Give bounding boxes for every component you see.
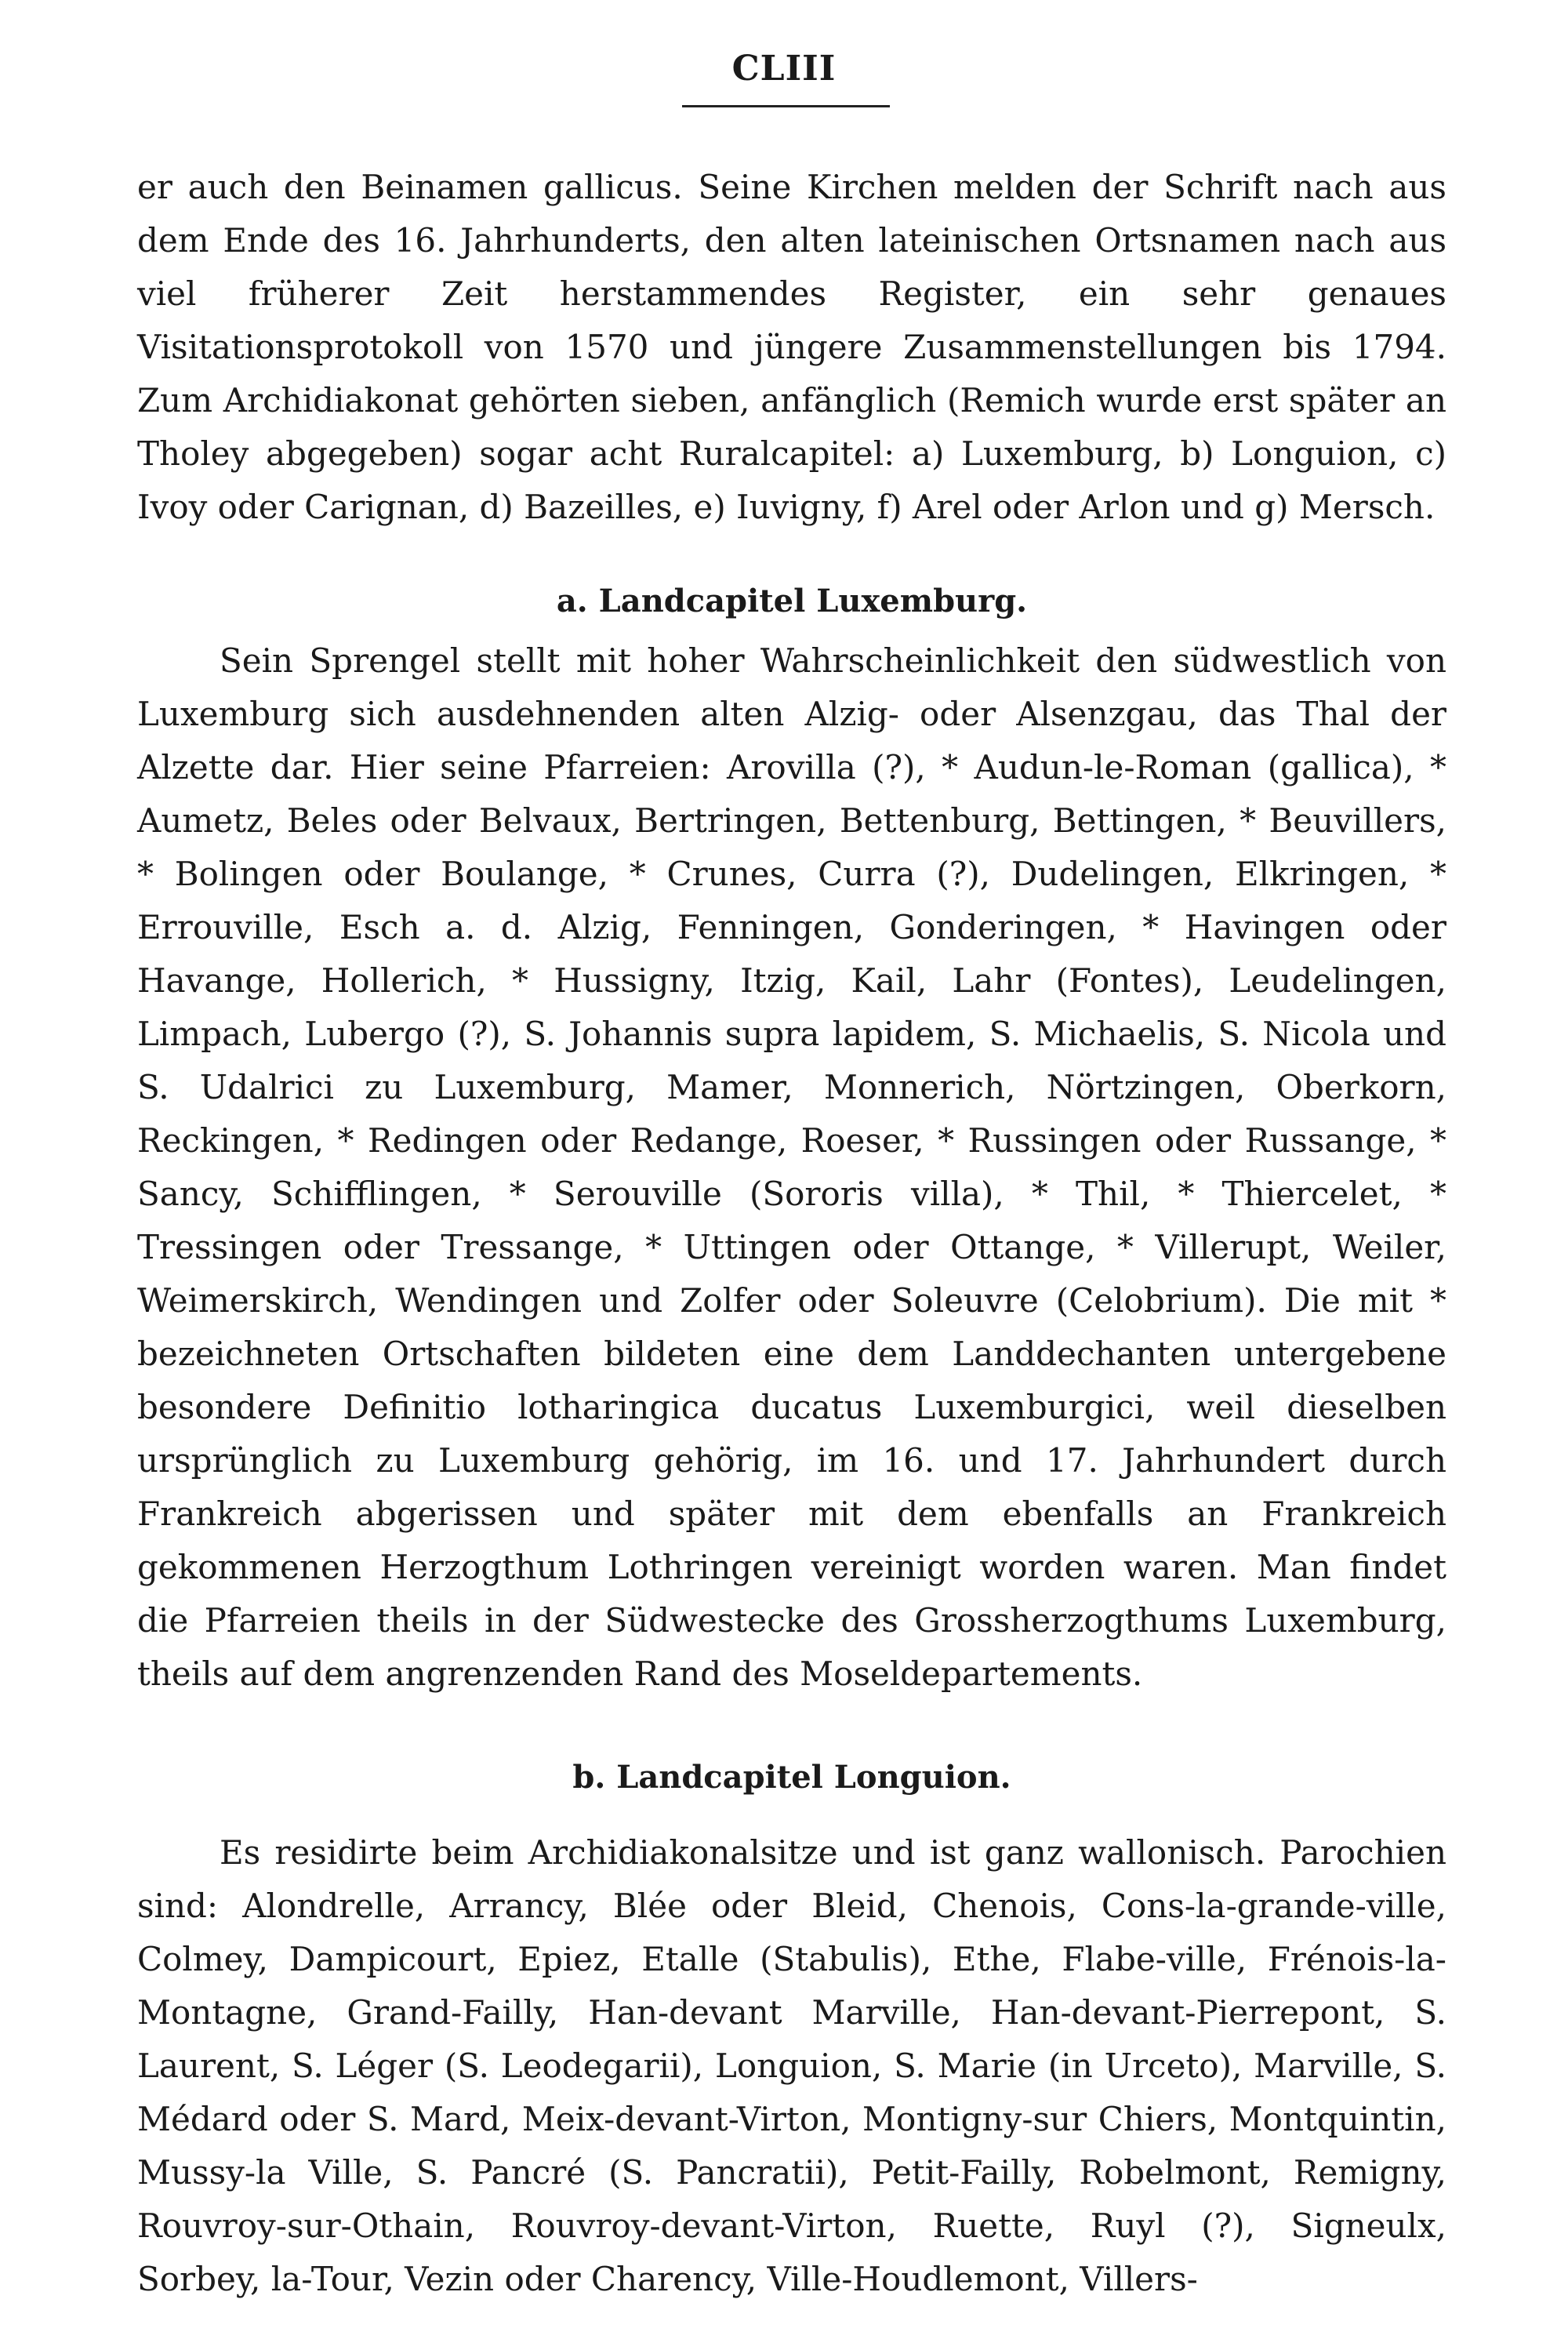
spacer — [137, 628, 1446, 634]
section-a-heading: a. Landcapitel Luxemburg. — [556, 583, 1028, 619]
spacer — [137, 1804, 1446, 1826]
intro-paragraph: er auch den Beinamen gallicus. Seine Kirchen melden der Schrift nach aus dem Ende des 16. Jahrhunderts, den alten lateinischen Ortsnamen nach aus viel früherer Zeit herstammendes Register, ein sehr genaues Visitationsprotokoll von 1570 und jüngere Zusammenstellungen bis 1794. Zum Archidiakonat gehörten sieben, anfänglich (Remich wurde erst später an Tholey abgegeben) sogar acht Ruralcapitel: a) Luxemburg, b) Longuion, c) Ivoy oder Carignan, d) Bazeilles, e) Iuvigny, f) Arel oder Arlon und g) Mersch. — [137, 168, 1446, 526]
section-b-heading: b. Landcapitel Longuion. — [572, 1759, 1011, 1796]
spacer — [137, 534, 1446, 575]
header-rule — [682, 105, 890, 107]
spacer — [137, 1701, 1446, 1751]
running-head: CLIII — [731, 49, 837, 89]
section-b-paragraph: Es residirte beim Archidiakonalsitze und ist ganz wallonisch. Parochien sind: Alondrelle, Arrancy, Blée oder Bleid, Chenois, Cons-la-grande-ville, Colmey, Dampicourt, Epiez, Etalle (Stabulis), Ethe, Flabe-ville, Frénois-la-Montagne, Grand-Failly, Han-devant Marville, Han-devant-Pierrepont, S. Laurent, S. Léger (S. Leodegarii), Longuion, S. Marie (in Urceto), Marville, S. Médard oder S. Mard, Meix-devant-Virton, Montigny-sur Chiers, Montquintin, Mussy-la Ville, S. Pancré (S. Pancratii), Petit-Failly, Robelmont, Remigny, Rouvroy-sur-Othain, Rouvroy-devant-Virton, Ruette, Ruyl (?), Signeulx, Sorbey, la-Tour, Vezin oder Charency, Ville-Houdlemont, Villers- — [137, 1833, 1446, 2298]
section-a-paragraph: Sein Sprengel stellt mit hoher Wahrscheinlichkeit den südwestlich von Luxemburg sich ausdehnenden alten Alzig- oder Alsenzgau, das Thal der Alzette dar. Hier seine Pfarreien: Arovilla (?), * Audun-le-Roman (gallica), * Aumetz, Beles oder Belvaux, Bertringen, Bettenburg, Bettingen, * Beuvillers, * Bolingen oder Boulange, * Crunes, Curra (?), Dudelingen, Elkringen, * Errouville, Esch a. d. Alzig, Fenningen, Gonderingen, * Havingen oder Havange, Hollerich, * Hussigny, Itzig, Kail, Lahr (Fontes), Leudelingen, Limpach, Lubergo (?), S. Johannis supra lapidem, S. Michaelis, S. Nicola und S. Udalrici zu Luxemburg, Mamer, Monnerich, Nörtzingen, Oberkorn, Reckingen, * Redingen oder Redange, Roeser, * Russingen oder Russange, * Sancy, Schifflingen, * Serouville (Sororis villa), * Thil, * Thiercelet, * Tressingen oder Tressange, * Uttingen oder Ottange, * Villerupt, Weiler, Weimerskirch, Wendingen und Zolfer oder Soleuvre (Celobrium). Die mit * bezeichneten Ortschaften bildeten eine dem Landdechanten untergebene besondere Definitio lotharingica ducatus Luxemburgici, weil dieselben ursprünglich zu Luxemburg gehörig, im 16. und 17. Jahrhundert durch Frankreich abgerissen und später mit dem ebenfalls an Frankreich gekommenen Herzogthum Lothringen vereinigt worden waren. Man findet die Pfarreien theils in der Südwestecke des Grossherzogthums Luxemburg, theils auf dem angrenzenden Rand des Moseldepartements. — [137, 641, 1446, 1693]
page-body — [137, 161, 1446, 2306]
